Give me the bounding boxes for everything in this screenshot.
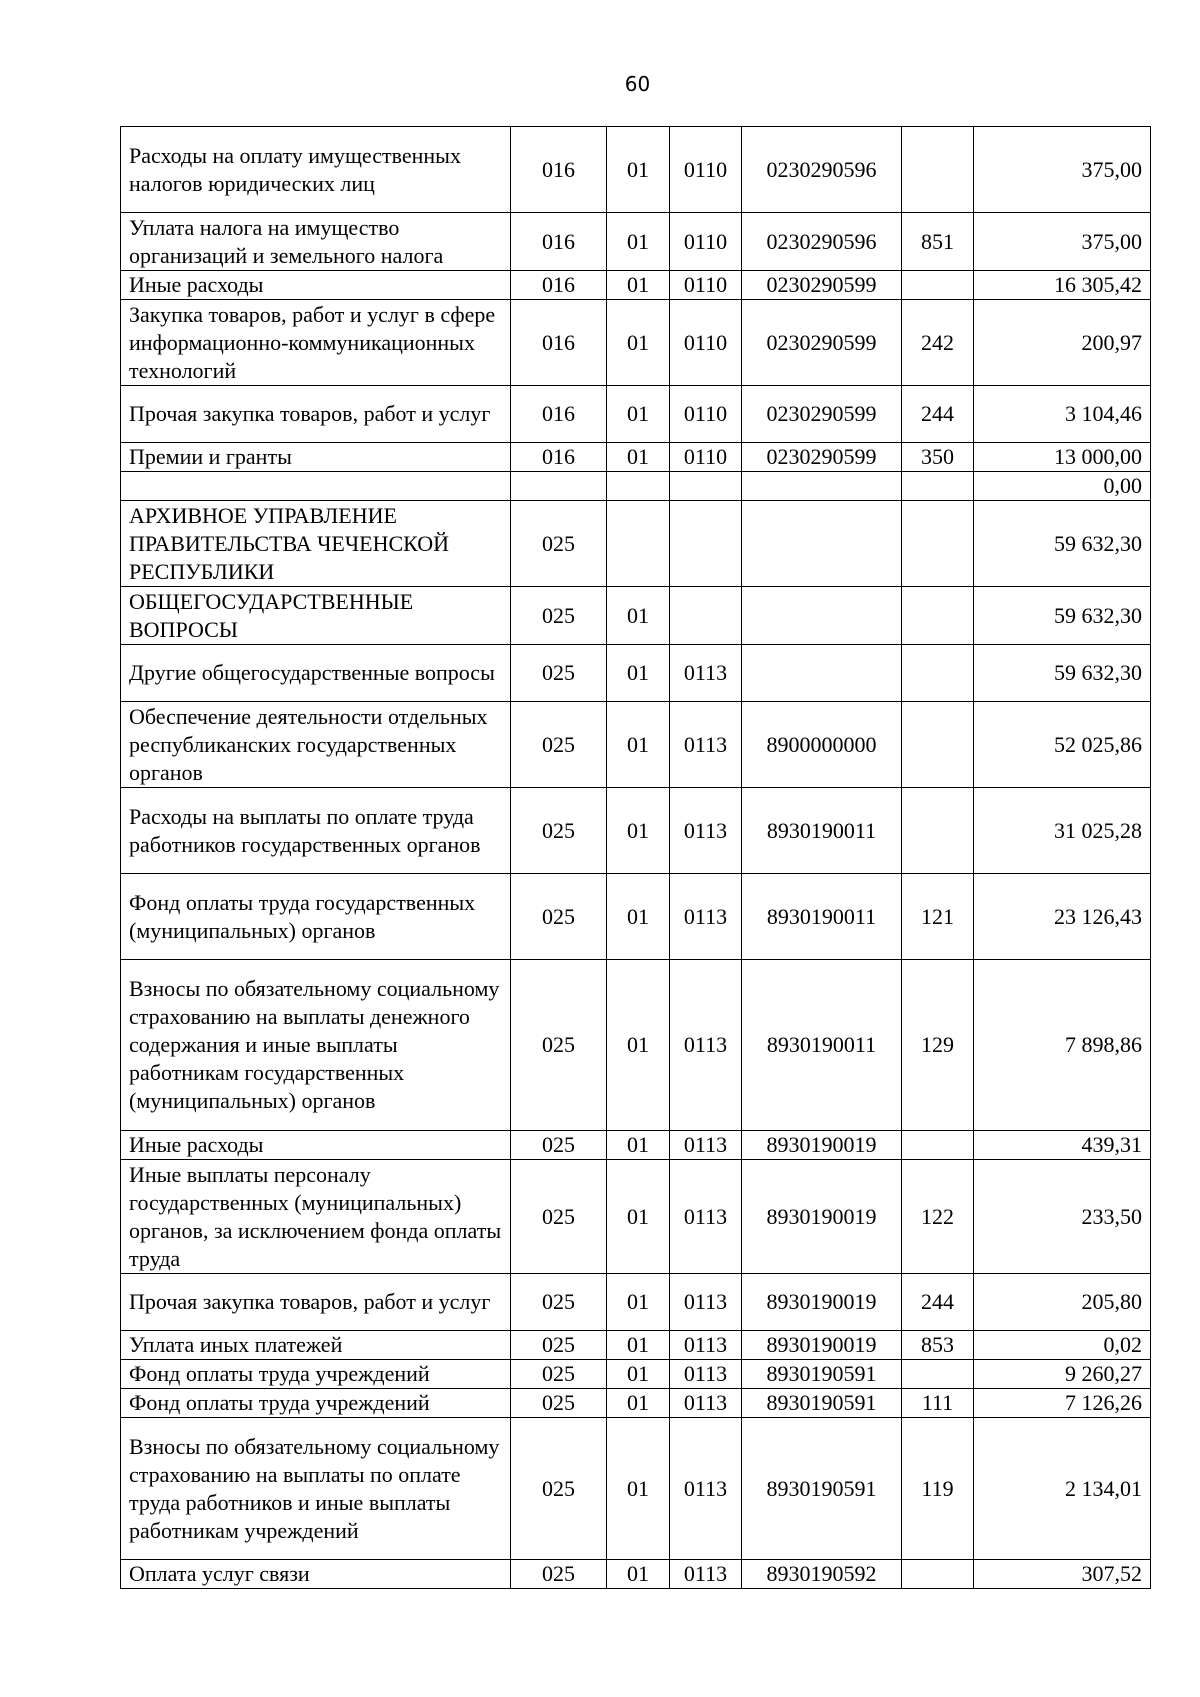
row-subsection-code-cell: 0110 (670, 271, 742, 300)
row-target-article-cell: 8930190011 (742, 788, 902, 874)
row-name-cell: Обеспечение деятельности отдельных республиканских государственных органов (121, 702, 511, 788)
row-subsection-code-cell: 0113 (670, 1418, 742, 1560)
row-subsection-code-cell: 0113 (670, 702, 742, 788)
row-expense-type-cell: 851 (902, 213, 974, 271)
row-section-code-cell: 01 (607, 788, 670, 874)
row-section-code-cell: 01 (607, 874, 670, 960)
row-section-code-cell: 01 (607, 1389, 670, 1418)
row-target-article-cell: 8930190591 (742, 1360, 902, 1389)
row-section-code-cell: 01 (607, 1274, 670, 1331)
row-name-cell: Расходы на выплаты по оплате труда работников государственных органов (121, 788, 511, 874)
table-body (121, 127, 1151, 1589)
row-ved-code-cell: 025 (511, 645, 607, 702)
row-expense-type-cell (902, 271, 974, 300)
row-expense-type-cell (902, 702, 974, 788)
row-section-code-cell: 01 (607, 1131, 670, 1160)
table-row (121, 1131, 1151, 1160)
row-target-article-cell: 8930190591 (742, 1418, 902, 1560)
row-expense-type-cell: 350 (902, 443, 974, 472)
row-subsection-code-cell (670, 501, 742, 587)
row-name-cell: Взносы по обязательному социальному страхованию на выплаты денежного содержания и иные выплаты работникам государственных (муниципальных) органов (121, 960, 511, 1131)
row-expense-type-cell: 242 (902, 300, 974, 386)
row-target-article-cell: 8930190592 (742, 1560, 902, 1589)
row-name-cell: Прочая закупка товаров, работ и услуг (121, 386, 511, 443)
table-row (121, 702, 1151, 788)
row-target-article-cell: 0230290599 (742, 300, 902, 386)
row-amount-cell: 23 126,43 (974, 874, 1151, 960)
row-target-article-cell: 8930190011 (742, 874, 902, 960)
row-amount-cell: 31 025,28 (974, 788, 1151, 874)
row-ved-code-cell: 016 (511, 300, 607, 386)
table-row (121, 960, 1151, 1131)
row-ved-code-cell: 016 (511, 386, 607, 443)
row-subsection-code-cell: 0113 (670, 1360, 742, 1389)
row-ved-code-cell: 025 (511, 1131, 607, 1160)
row-section-code-cell: 01 (607, 213, 670, 271)
row-subsection-code-cell: 0113 (670, 788, 742, 874)
row-subsection-code-cell: 0113 (670, 874, 742, 960)
row-ved-code-cell: 025 (511, 1331, 607, 1360)
row-ved-code-cell: 025 (511, 874, 607, 960)
row-expense-type-cell (902, 1360, 974, 1389)
table-row (121, 472, 1151, 501)
row-name-cell: Фонд оплаты труда учреждений (121, 1360, 511, 1389)
row-expense-type-cell (902, 501, 974, 587)
row-section-code-cell: 01 (607, 300, 670, 386)
table-row (121, 1560, 1151, 1589)
row-subsection-code-cell: 0113 (670, 1160, 742, 1274)
row-amount-cell: 16 305,42 (974, 271, 1151, 300)
row-target-article-cell: 0230290599 (742, 443, 902, 472)
row-amount-cell: 59 632,30 (974, 645, 1151, 702)
row-ved-code-cell: 025 (511, 587, 607, 645)
row-subsection-code-cell: 0113 (670, 645, 742, 702)
row-amount-cell: 307,52 (974, 1560, 1151, 1589)
row-amount-cell: 200,97 (974, 300, 1151, 386)
table-row (121, 1331, 1151, 1360)
row-ved-code-cell: 025 (511, 1560, 607, 1589)
row-section-code-cell: 01 (607, 386, 670, 443)
row-target-article-cell: 8930190019 (742, 1274, 902, 1331)
row-subsection-code-cell: 0113 (670, 1274, 742, 1331)
row-name-cell: Взносы по обязательному социальному страхованию на выплаты по оплате труда работников и иные выплаты работникам учреждений (121, 1418, 511, 1560)
row-ved-code-cell: 025 (511, 1360, 607, 1389)
row-name-cell: ОБЩЕГОСУДАРСТВЕННЫЕ ВОПРОСЫ (121, 587, 511, 645)
row-target-article-cell: 0230290596 (742, 127, 902, 213)
row-ved-code-cell: 016 (511, 127, 607, 213)
row-ved-code-cell: 025 (511, 788, 607, 874)
row-ved-code-cell: 025 (511, 1160, 607, 1274)
row-section-code-cell: 01 (607, 1360, 670, 1389)
row-target-article-cell: 8930190019 (742, 1131, 902, 1160)
row-name-cell (121, 472, 511, 501)
row-section-code-cell: 01 (607, 587, 670, 645)
row-name-cell: АРХИВНОЕ УПРАВЛЕНИЕ ПРАВИТЕЛЬСТВА ЧЕЧЕНСКОЙ РЕСПУБЛИКИ (121, 501, 511, 587)
row-expense-type-cell (902, 1560, 974, 1589)
row-subsection-code-cell: 0113 (670, 960, 742, 1131)
row-subsection-code-cell: 0110 (670, 127, 742, 213)
row-target-article-cell (742, 472, 902, 501)
row-expense-type-cell (902, 472, 974, 501)
row-expense-type-cell: 119 (902, 1418, 974, 1560)
row-subsection-code-cell: 0110 (670, 300, 742, 386)
table-row (121, 1360, 1151, 1389)
table-row (121, 587, 1151, 645)
row-name-cell: Фонд оплаты труда государственных (муниципальных) органов (121, 874, 511, 960)
table-row (121, 1160, 1151, 1274)
row-expense-type-cell: 129 (902, 960, 974, 1131)
row-amount-cell: 59 632,30 (974, 501, 1151, 587)
row-expense-type-cell: 111 (902, 1389, 974, 1418)
row-subsection-code-cell (670, 472, 742, 501)
table-row (121, 1274, 1151, 1331)
row-name-cell: Уплата налога на имущество организаций и земельного налога (121, 213, 511, 271)
row-amount-cell: 375,00 (974, 127, 1151, 213)
table-row (121, 501, 1151, 587)
row-subsection-code-cell: 0113 (670, 1331, 742, 1360)
row-ved-code-cell: 025 (511, 1389, 607, 1418)
row-expense-type-cell (902, 788, 974, 874)
row-name-cell: Иные расходы (121, 271, 511, 300)
row-expense-type-cell: 244 (902, 386, 974, 443)
row-subsection-code-cell: 0110 (670, 213, 742, 271)
row-name-cell: Иные выплаты персоналу государственных (муниципальных) органов, за исключением фонда оплаты труда (121, 1160, 511, 1274)
row-section-code-cell (607, 501, 670, 587)
row-section-code-cell: 01 (607, 443, 670, 472)
row-section-code-cell: 01 (607, 960, 670, 1131)
row-target-article-cell: 0230290596 (742, 213, 902, 271)
row-name-cell: Другие общегосударственные вопросы (121, 645, 511, 702)
row-name-cell: Расходы на оплату имущественных налогов юридических лиц (121, 127, 511, 213)
row-amount-cell: 9 260,27 (974, 1360, 1151, 1389)
row-section-code-cell (607, 472, 670, 501)
row-amount-cell: 3 104,46 (974, 386, 1151, 443)
row-ved-code-cell: 025 (511, 501, 607, 587)
row-target-article-cell: 0230290599 (742, 386, 902, 443)
row-subsection-code-cell: 0110 (670, 386, 742, 443)
row-ved-code-cell: 016 (511, 213, 607, 271)
row-name-cell: Оплата услуг связи (121, 1560, 511, 1589)
row-section-code-cell: 01 (607, 1160, 670, 1274)
row-amount-cell: 59 632,30 (974, 587, 1151, 645)
row-amount-cell: 7 126,26 (974, 1389, 1151, 1418)
row-name-cell: Уплата иных платежей (121, 1331, 511, 1360)
row-amount-cell: 0,00 (974, 472, 1151, 501)
row-subsection-code-cell: 0110 (670, 443, 742, 472)
row-name-cell: Премии и гранты (121, 443, 511, 472)
row-expense-type-cell (902, 127, 974, 213)
row-amount-cell: 0,02 (974, 1331, 1151, 1360)
row-ved-code-cell: 025 (511, 702, 607, 788)
table-row (121, 386, 1151, 443)
row-expense-type-cell (902, 587, 974, 645)
row-expense-type-cell: 853 (902, 1331, 974, 1360)
row-ved-code-cell: 016 (511, 443, 607, 472)
row-section-code-cell: 01 (607, 1560, 670, 1589)
row-subsection-code-cell: 0113 (670, 1560, 742, 1589)
table-row (121, 127, 1151, 213)
table-row (121, 874, 1151, 960)
row-ved-code-cell: 025 (511, 1274, 607, 1331)
row-subsection-code-cell: 0113 (670, 1389, 742, 1418)
row-amount-cell: 52 025,86 (974, 702, 1151, 788)
row-section-code-cell: 01 (607, 645, 670, 702)
row-section-code-cell: 01 (607, 1418, 670, 1560)
table-row (121, 645, 1151, 702)
row-target-article-cell (742, 645, 902, 702)
row-amount-cell: 2 134,01 (974, 1418, 1151, 1560)
row-subsection-code-cell (670, 587, 742, 645)
row-ved-code-cell: 025 (511, 1418, 607, 1560)
row-amount-cell: 13 000,00 (974, 443, 1151, 472)
table-row (121, 271, 1151, 300)
row-subsection-code-cell: 0113 (670, 1131, 742, 1160)
row-target-article-cell: 8930190019 (742, 1160, 902, 1274)
row-name-cell: Иные расходы (121, 1131, 511, 1160)
row-target-article-cell: 8930190019 (742, 1331, 902, 1360)
row-section-code-cell: 01 (607, 271, 670, 300)
table-row (121, 443, 1151, 472)
page-number: 60 (624, 72, 651, 96)
row-section-code-cell: 01 (607, 1331, 670, 1360)
row-target-article-cell (742, 501, 902, 587)
row-section-code-cell: 01 (607, 702, 670, 788)
row-expense-type-cell (902, 645, 974, 702)
row-target-article-cell: 8930190591 (742, 1389, 902, 1418)
row-section-code-cell: 01 (607, 127, 670, 213)
budget-table (120, 126, 1151, 1589)
row-expense-type-cell (902, 1131, 974, 1160)
row-target-article-cell (742, 587, 902, 645)
row-name-cell: Закупка товаров, работ и услуг в сфере информационно-коммуникационных технологий (121, 300, 511, 386)
row-expense-type-cell: 121 (902, 874, 974, 960)
row-ved-code-cell (511, 472, 607, 501)
row-target-article-cell: 8930190011 (742, 960, 902, 1131)
row-amount-cell: 233,50 (974, 1160, 1151, 1274)
row-amount-cell: 205,80 (974, 1274, 1151, 1331)
row-ved-code-cell: 016 (511, 271, 607, 300)
row-expense-type-cell: 244 (902, 1274, 974, 1331)
row-amount-cell: 439,31 (974, 1131, 1151, 1160)
row-name-cell: Фонд оплаты труда учреждений (121, 1389, 511, 1418)
row-name-cell: Прочая закупка товаров, работ и услуг (121, 1274, 511, 1331)
row-target-article-cell: 0230290599 (742, 271, 902, 300)
row-expense-type-cell: 122 (902, 1160, 974, 1274)
table-row (121, 1418, 1151, 1560)
table-row (121, 300, 1151, 386)
row-target-article-cell: 8900000000 (742, 702, 902, 788)
table-row (121, 788, 1151, 874)
row-amount-cell: 7 898,86 (974, 960, 1151, 1131)
row-amount-cell: 375,00 (974, 213, 1151, 271)
table-row (121, 213, 1151, 271)
table-row (121, 1389, 1151, 1418)
row-ved-code-cell: 025 (511, 960, 607, 1131)
